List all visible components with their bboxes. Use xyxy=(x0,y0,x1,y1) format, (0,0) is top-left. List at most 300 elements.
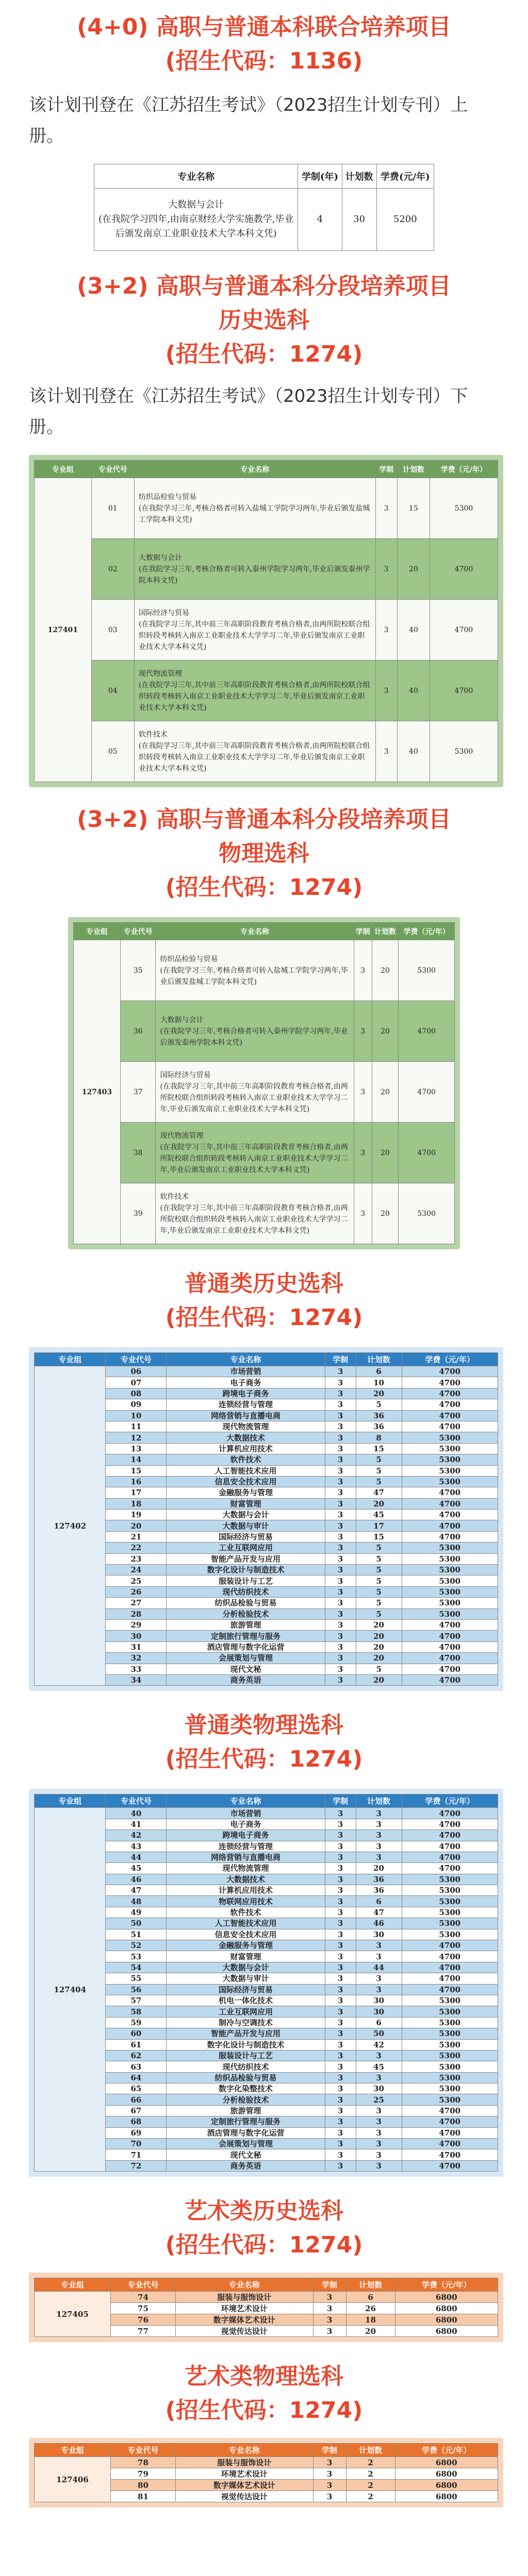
major-code: 62 xyxy=(106,2050,167,2061)
plan-cell: 20 xyxy=(372,1062,399,1123)
major-name: 人工智能技术应用 xyxy=(167,1465,325,1476)
major-name: 现代文秘 xyxy=(167,1664,325,1674)
major-code: 32 xyxy=(106,1653,167,1664)
plan-cell: 2 xyxy=(346,2468,395,2480)
fee-cell: 5300 xyxy=(402,2039,498,2050)
years-cell: 3 xyxy=(325,1465,356,1476)
enrollment-code: (招生代码：1274) xyxy=(165,2232,363,2259)
major-code: 33 xyxy=(106,1664,167,1674)
joint-program-table xyxy=(94,164,434,251)
header-years: 学制 xyxy=(325,1794,356,1808)
intro-text: 该计划刊登在《江苏招生考试》（2023招生计划专刊）上册。 xyxy=(29,95,468,146)
blue-table-frame xyxy=(29,1789,503,2177)
plan-cell: 20 xyxy=(346,2326,395,2337)
plan-cell: 5 xyxy=(356,1598,402,1608)
table-row xyxy=(74,940,455,1001)
plan-cell: 6 xyxy=(356,1896,402,1907)
major-name: 视觉传达设计 xyxy=(176,2491,314,2502)
fee-cell: 5300 xyxy=(402,1575,498,1586)
plan-cell: 15 xyxy=(356,1443,402,1454)
major-name: 数字化设计与制造技术 xyxy=(167,2039,325,2050)
section-general-history xyxy=(29,1267,499,1691)
plan-cell: 2 xyxy=(346,2457,395,2468)
section-physics-3plus2 xyxy=(29,803,499,1249)
header-name: 专业名称 xyxy=(94,164,298,189)
fee-cell: 4700 xyxy=(402,2149,498,2160)
years-cell: 3 xyxy=(325,2017,356,2028)
fee-cell: 6800 xyxy=(395,2468,498,2480)
fee-cell: 5300 xyxy=(402,1929,498,1940)
years-cell: 4 xyxy=(298,189,342,251)
major-code: 04 xyxy=(91,660,135,721)
years-cell: 3 xyxy=(325,1586,356,1597)
years-cell: 3 xyxy=(325,1808,356,1819)
plan-cell: 50 xyxy=(356,2028,402,2039)
major-code: 05 xyxy=(91,721,135,782)
fee-cell: 4700 xyxy=(402,1984,498,1995)
major-name: 大数据与会计 (在我院学习四年,由南京财经大学实施教学,毕业后颁发南京工业职业技术大学本科文凭) xyxy=(94,189,298,251)
major-code: 81 xyxy=(110,2491,175,2502)
plan-cell: 26 xyxy=(346,2303,395,2314)
header-code: 专业代号 xyxy=(110,2444,175,2457)
group-code: 127406 xyxy=(35,2457,111,2502)
header-code: 专业代号 xyxy=(110,2278,175,2292)
plan-cell: 20 xyxy=(397,539,430,600)
major-code: 18 xyxy=(106,1498,167,1509)
major-name: 财富管理 xyxy=(167,1498,325,1509)
major-code: 28 xyxy=(106,1608,167,1619)
major-code: 79 xyxy=(110,2468,175,2480)
plan-cell: 5 xyxy=(356,1465,402,1476)
major-name: 分析检验技术 xyxy=(167,2094,325,2105)
major-code: 41 xyxy=(106,1819,167,1829)
major-code: 13 xyxy=(106,1443,167,1454)
major-name: 智能产品开发与应用 xyxy=(167,1553,325,1564)
major-code: 43 xyxy=(106,1841,167,1852)
plan-cell: 20 xyxy=(356,1619,402,1630)
major-name: 连锁经营与管理 xyxy=(167,1399,325,1410)
fee-cell: 5300 xyxy=(402,1465,498,1476)
header-group: 专业组 xyxy=(35,1353,106,1366)
header-fee: 学费（元/年） xyxy=(395,2278,498,2292)
years-cell: 3 xyxy=(325,1487,356,1498)
plan-cell: 18 xyxy=(346,2314,395,2326)
plan-cell: 5 xyxy=(356,1543,402,1553)
table-row xyxy=(35,1366,498,1377)
plan-cell: 47 xyxy=(356,1907,402,1918)
major-name: 现代物流管理 (在我院学习三年,其中前三年高职阶段教育考核合格者,由两所院校联合组织转段考核转入南京工业职业技术大学学习二年,毕业后颁发南京工业职业技术大学本科文凭) xyxy=(135,660,375,721)
major-code: 17 xyxy=(106,1487,167,1498)
major-code: 63 xyxy=(106,2061,167,2072)
fee-cell: 5300 xyxy=(402,1907,498,1918)
history-3plus2-table xyxy=(34,460,498,782)
header-name: 专业名称 xyxy=(176,2444,314,2457)
major-name: 数字媒体艺术设计 xyxy=(176,2314,314,2326)
years-cell: 3 xyxy=(354,1001,372,1062)
section-subtitle: 历史选科 xyxy=(219,307,309,333)
header-code: 专业代号 xyxy=(106,1353,167,1366)
major-name: 财富管理 xyxy=(167,1951,325,1962)
enrollment-code: (招生代码：1274) xyxy=(165,1746,363,1773)
years-cell: 3 xyxy=(325,2061,356,2072)
major-name: 连锁经营与管理 xyxy=(167,1841,325,1852)
years-cell: 3 xyxy=(313,2457,346,2468)
section-subtitle: 物理选科 xyxy=(219,840,309,867)
plan-cell: 30 xyxy=(356,1995,402,2006)
years-cell: 3 xyxy=(325,1984,356,1995)
major-name: 纺织品检验与贸易 xyxy=(167,1598,325,1608)
fee-cell: 5300 xyxy=(402,2006,498,2017)
plan-cell: 3 xyxy=(356,1984,402,1995)
major-name: 现代物流管理 xyxy=(167,1863,325,1874)
major-code: 09 xyxy=(106,1399,167,1410)
years-cell: 3 xyxy=(325,1830,356,1841)
major-name: 服装设计与工艺 xyxy=(167,2050,325,2061)
plan-cell: 5 xyxy=(356,1664,402,1674)
major-code: 56 xyxy=(106,1984,167,1995)
major-code: 25 xyxy=(106,1575,167,1586)
years-cell: 3 xyxy=(325,1377,356,1388)
years-cell: 3 xyxy=(325,1674,356,1685)
section-title: (3+2) 高职与普通本科分段培养项目 xyxy=(77,273,451,299)
fee-cell: 4700 xyxy=(402,1498,498,1509)
fee-cell: 4700 xyxy=(402,2116,498,2127)
header-plan: 计划数 xyxy=(342,164,376,189)
fee-cell: 4700 xyxy=(430,660,498,721)
major-name: 国际经济与贸易 xyxy=(167,1984,325,1995)
plan-cell: 5 xyxy=(356,1399,402,1410)
header-fee: 学费（元/年） xyxy=(395,2444,498,2457)
plan-cell: 3 xyxy=(356,2149,402,2160)
years-cell: 3 xyxy=(375,721,397,782)
section-title: 艺术类历史选科 xyxy=(185,2198,343,2225)
fee-cell: 4700 xyxy=(402,1410,498,1421)
fee-cell: 4700 xyxy=(402,1510,498,1520)
plan-cell: 5 xyxy=(356,1565,402,1575)
major-code: 03 xyxy=(91,600,135,660)
general-history-table xyxy=(34,1352,498,1686)
years-cell: 3 xyxy=(325,2039,356,2050)
fee-cell: 5300 xyxy=(402,1454,498,1465)
major-code: 60 xyxy=(106,2028,167,2039)
major-code: 24 xyxy=(106,1565,167,1575)
major-name: 大数据与审计 xyxy=(167,1973,325,1984)
plan-cell: 3 xyxy=(356,1951,402,1962)
plan-cell: 3 xyxy=(356,2160,402,2171)
major-name: 旅游管理 xyxy=(167,2105,325,2116)
fee-cell: 5200 xyxy=(376,189,434,251)
plan-cell: 42 xyxy=(356,2039,402,2050)
years-cell: 3 xyxy=(325,2139,356,2149)
years-cell: 3 xyxy=(375,539,397,600)
fee-cell: 4700 xyxy=(402,2139,498,2149)
major-code: 51 xyxy=(106,1929,167,1940)
major-name: 酒店管理与数字化运营 xyxy=(167,2127,325,2138)
table-row xyxy=(74,1183,455,1244)
years-cell: 3 xyxy=(354,1123,372,1183)
table-row xyxy=(35,1808,498,1819)
fee-cell: 5300 xyxy=(402,1995,498,2006)
major-name: 信息安全技术应用 xyxy=(167,1476,325,1487)
fee-cell: 4700 xyxy=(402,1399,498,1410)
major-code: 58 xyxy=(106,2006,167,2017)
years-cell: 3 xyxy=(325,1454,356,1465)
major-code: 19 xyxy=(106,1510,167,1520)
major-name: 现代文秘 xyxy=(167,2149,325,2160)
section-title: 艺术类物理选科 xyxy=(185,2363,343,2390)
years-cell: 3 xyxy=(325,1863,356,1874)
green-table-frame xyxy=(68,917,460,1249)
section-art-physics xyxy=(29,2360,499,2507)
fee-cell: 4700 xyxy=(402,1531,498,1542)
years-cell: 3 xyxy=(325,1929,356,1940)
plan-cell: 3 xyxy=(356,2050,402,2061)
plan-cell: 3 xyxy=(356,1841,402,1852)
major-name: 计算机应用技术 xyxy=(167,1443,325,1454)
section-title: 普通类物理选科 xyxy=(185,1712,343,1739)
fee-cell: 5300 xyxy=(402,2072,498,2083)
plan-cell: 20 xyxy=(356,1388,402,1399)
major-code: 53 xyxy=(106,1951,167,1962)
major-code: 36 xyxy=(120,1001,156,1062)
years-cell: 3 xyxy=(313,2468,346,2480)
plan-cell: 45 xyxy=(356,2061,402,2072)
major-code: 59 xyxy=(106,2017,167,2028)
plan-cell: 2 xyxy=(346,2491,395,2502)
enrollment-code: (招生代码：1274) xyxy=(165,1304,363,1331)
major-name: 金融服务与管理 xyxy=(167,1487,325,1498)
fee-cell: 4700 xyxy=(402,1653,498,1664)
major-code: 06 xyxy=(106,1366,167,1377)
major-code: 47 xyxy=(106,1885,167,1896)
plan-cell: 3 xyxy=(356,2116,402,2127)
years-cell: 3 xyxy=(325,1951,356,1962)
years-cell: 3 xyxy=(325,1962,356,1973)
plan-cell: 6 xyxy=(356,2017,402,2028)
group-code: 127403 xyxy=(74,940,121,1244)
enrollment-code: (招生代码：1274) xyxy=(165,874,363,901)
plan-cell: 2 xyxy=(346,2480,395,2491)
years-cell: 3 xyxy=(325,1940,356,1951)
major-code: 66 xyxy=(106,2094,167,2105)
fee-cell: 5300 xyxy=(430,721,498,782)
years-cell: 3 xyxy=(313,2314,346,2326)
major-code: 29 xyxy=(106,1619,167,1630)
major-name: 国际经济与贸易 xyxy=(167,1531,325,1542)
fee-cell: 5300 xyxy=(402,1543,498,1553)
plan-cell: 20 xyxy=(356,1674,402,1685)
header-years: 学制 xyxy=(313,2278,346,2292)
years-cell: 3 xyxy=(325,2127,356,2138)
table-row xyxy=(35,2292,498,2303)
major-code: 74 xyxy=(110,2292,175,2303)
header-name: 专业名称 xyxy=(167,1794,325,1808)
major-code: 68 xyxy=(106,2116,167,2127)
fee-cell: 4700 xyxy=(402,1619,498,1630)
years-cell: 3 xyxy=(325,1819,356,1829)
major-name: 定制旅行管理与服务 xyxy=(167,2116,325,2127)
header-fee: 学费（元/年） xyxy=(430,461,498,478)
major-code: 20 xyxy=(106,1520,167,1531)
header-fee: 学费(元/年) xyxy=(376,164,434,189)
plan-cell: 36 xyxy=(356,1410,402,1421)
major-code: 31 xyxy=(106,1641,167,1652)
major-name: 跨境电子商务 xyxy=(167,1388,325,1399)
table-row xyxy=(35,660,498,721)
header-group: 专业组 xyxy=(35,461,92,478)
table-row xyxy=(35,600,498,660)
major-name: 纺织品检验与贸易 xyxy=(167,2072,325,2083)
fee-cell: 5300 xyxy=(399,1183,455,1244)
plan-cell: 36 xyxy=(356,1421,402,1432)
table-row xyxy=(74,1062,455,1123)
major-code: 52 xyxy=(106,1940,167,1951)
section-history-3plus2 xyxy=(29,269,499,787)
major-code: 37 xyxy=(120,1062,156,1123)
section-art-history xyxy=(29,2194,499,2342)
fee-cell: 5300 xyxy=(402,2028,498,2039)
major-code: 78 xyxy=(110,2457,175,2468)
plan-cell: 5 xyxy=(356,1586,402,1597)
plan-cell: 40 xyxy=(397,721,430,782)
years-cell: 3 xyxy=(325,1399,356,1410)
major-code: 44 xyxy=(106,1852,167,1862)
years-cell: 3 xyxy=(354,1183,372,1244)
years-cell: 3 xyxy=(325,2105,356,2116)
fee-cell: 4700 xyxy=(402,1520,498,1531)
major-name: 环境艺术设计 xyxy=(176,2303,314,2314)
fee-cell: 4700 xyxy=(430,539,498,600)
fee-cell: 4700 xyxy=(402,1830,498,1841)
plan-cell: 20 xyxy=(372,1001,399,1062)
major-name: 跨境电子商务 xyxy=(167,1830,325,1841)
major-code: 72 xyxy=(106,2160,167,2171)
years-cell: 3 xyxy=(325,1631,356,1641)
fee-cell: 5300 xyxy=(402,1598,498,1608)
fee-cell: 5300 xyxy=(402,2083,498,2094)
plan-cell: 20 xyxy=(356,1641,402,1652)
plan-cell: 30 xyxy=(342,189,376,251)
years-cell: 3 xyxy=(313,2303,346,2314)
fee-cell: 4700 xyxy=(399,1001,455,1062)
green-table-frame xyxy=(29,455,503,787)
fee-cell: 6800 xyxy=(395,2292,498,2303)
major-name: 会展策划与管理 xyxy=(167,1653,325,1664)
major-code: 39 xyxy=(120,1183,156,1244)
years-cell: 3 xyxy=(325,2028,356,2039)
fee-cell: 6800 xyxy=(395,2314,498,2326)
fee-cell: 6800 xyxy=(395,2491,498,2502)
header-group: 专业组 xyxy=(35,2444,111,2457)
plan-cell: 15 xyxy=(356,1531,402,1542)
header-fee: 学费（元/年） xyxy=(402,1353,498,1366)
major-code: 67 xyxy=(106,2105,167,2116)
major-code: 12 xyxy=(106,1432,167,1443)
major-name: 智能产品开发与应用 xyxy=(167,2028,325,2039)
header-code: 专业代号 xyxy=(91,461,135,478)
header-years: 学制(年) xyxy=(298,164,342,189)
fee-cell: 5300 xyxy=(402,2017,498,2028)
major-name: 纺织品检验与贸易 (在我院学习三年,考核合格者可转入盐城工学院学习两年,毕业后颁发盐城工学院本科文凭) xyxy=(156,940,354,1001)
major-name: 大数据与会计 (在我院学习三年,考核合格者可转入泰州学院学习两年,毕业后颁发泰州学院本科文凭) xyxy=(135,539,375,600)
art-physics-table xyxy=(34,2443,498,2502)
header-plan: 计划数 xyxy=(372,923,399,940)
plan-cell: 10 xyxy=(356,1377,402,1388)
major-code: 49 xyxy=(106,1907,167,1918)
header-name: 专业名称 xyxy=(135,461,375,478)
major-code: 23 xyxy=(106,1553,167,1564)
header-code: 专业代号 xyxy=(106,1794,167,1808)
years-cell: 3 xyxy=(325,1498,356,1509)
plan-cell: 3 xyxy=(356,1940,402,1951)
fee-cell: 4700 xyxy=(402,1631,498,1641)
major-name: 软件技术 xyxy=(167,1907,325,1918)
years-cell: 3 xyxy=(325,1366,356,1377)
plan-cell: 5 xyxy=(356,1476,402,1487)
plan-cell: 46 xyxy=(356,1918,402,1929)
header-name: 专业名称 xyxy=(176,2278,314,2292)
fee-cell: 5300 xyxy=(402,1874,498,1885)
fee-cell: 4700 xyxy=(402,1940,498,1951)
general-physics-table xyxy=(34,1794,498,2172)
fee-cell: 4700 xyxy=(402,1808,498,1819)
major-name: 环境艺术设计 xyxy=(176,2468,314,2480)
header-years: 学制 xyxy=(313,2444,346,2457)
header-plan: 计划数 xyxy=(397,461,430,478)
fee-cell: 4700 xyxy=(402,1664,498,1674)
fee-cell: 5300 xyxy=(402,1586,498,1597)
years-cell: 3 xyxy=(325,2116,356,2127)
years-cell: 3 xyxy=(325,1432,356,1443)
years-cell: 3 xyxy=(325,1664,356,1674)
major-name: 大数据技术 xyxy=(167,1432,325,1443)
major-code: 48 xyxy=(106,1896,167,1907)
header-years: 学制 xyxy=(325,1353,356,1366)
years-cell: 3 xyxy=(325,1598,356,1608)
major-code: 30 xyxy=(106,1631,167,1641)
major-code: 76 xyxy=(110,2314,175,2326)
plan-cell: 3 xyxy=(356,2072,402,2083)
plan-cell: 40 xyxy=(397,660,430,721)
fee-cell: 4700 xyxy=(402,1863,498,1874)
plan-cell: 20 xyxy=(356,1863,402,1874)
major-name: 市场营销 xyxy=(167,1366,325,1377)
orange-table-frame xyxy=(29,2273,503,2342)
fee-cell: 6800 xyxy=(395,2303,498,2314)
header-years: 学制 xyxy=(375,461,397,478)
years-cell: 3 xyxy=(325,1443,356,1454)
fee-cell: 4700 xyxy=(430,600,498,660)
years-cell: 3 xyxy=(325,1553,356,1564)
orange-table-frame xyxy=(29,2438,503,2507)
major-code: 38 xyxy=(120,1123,156,1183)
table-row xyxy=(35,2457,498,2468)
plan-cell: 47 xyxy=(356,1487,402,1498)
section-joint-program xyxy=(29,0,499,251)
years-cell: 3 xyxy=(325,1885,356,1896)
plan-cell: 30 xyxy=(356,1929,402,1940)
major-code: 10 xyxy=(106,1410,167,1421)
plan-cell: 3 xyxy=(356,1819,402,1829)
plan-cell: 20 xyxy=(372,1183,399,1244)
plan-cell: 5 xyxy=(356,1575,402,1586)
enrollment-code: (招生代码：1274) xyxy=(165,341,363,367)
section-title: (3+2) 高职与普通本科分段培养项目 xyxy=(77,806,451,833)
fee-cell: 5300 xyxy=(402,1553,498,1564)
years-cell: 3 xyxy=(313,2480,346,2491)
years-cell: 3 xyxy=(325,1520,356,1531)
plan-cell: 15 xyxy=(397,478,430,539)
